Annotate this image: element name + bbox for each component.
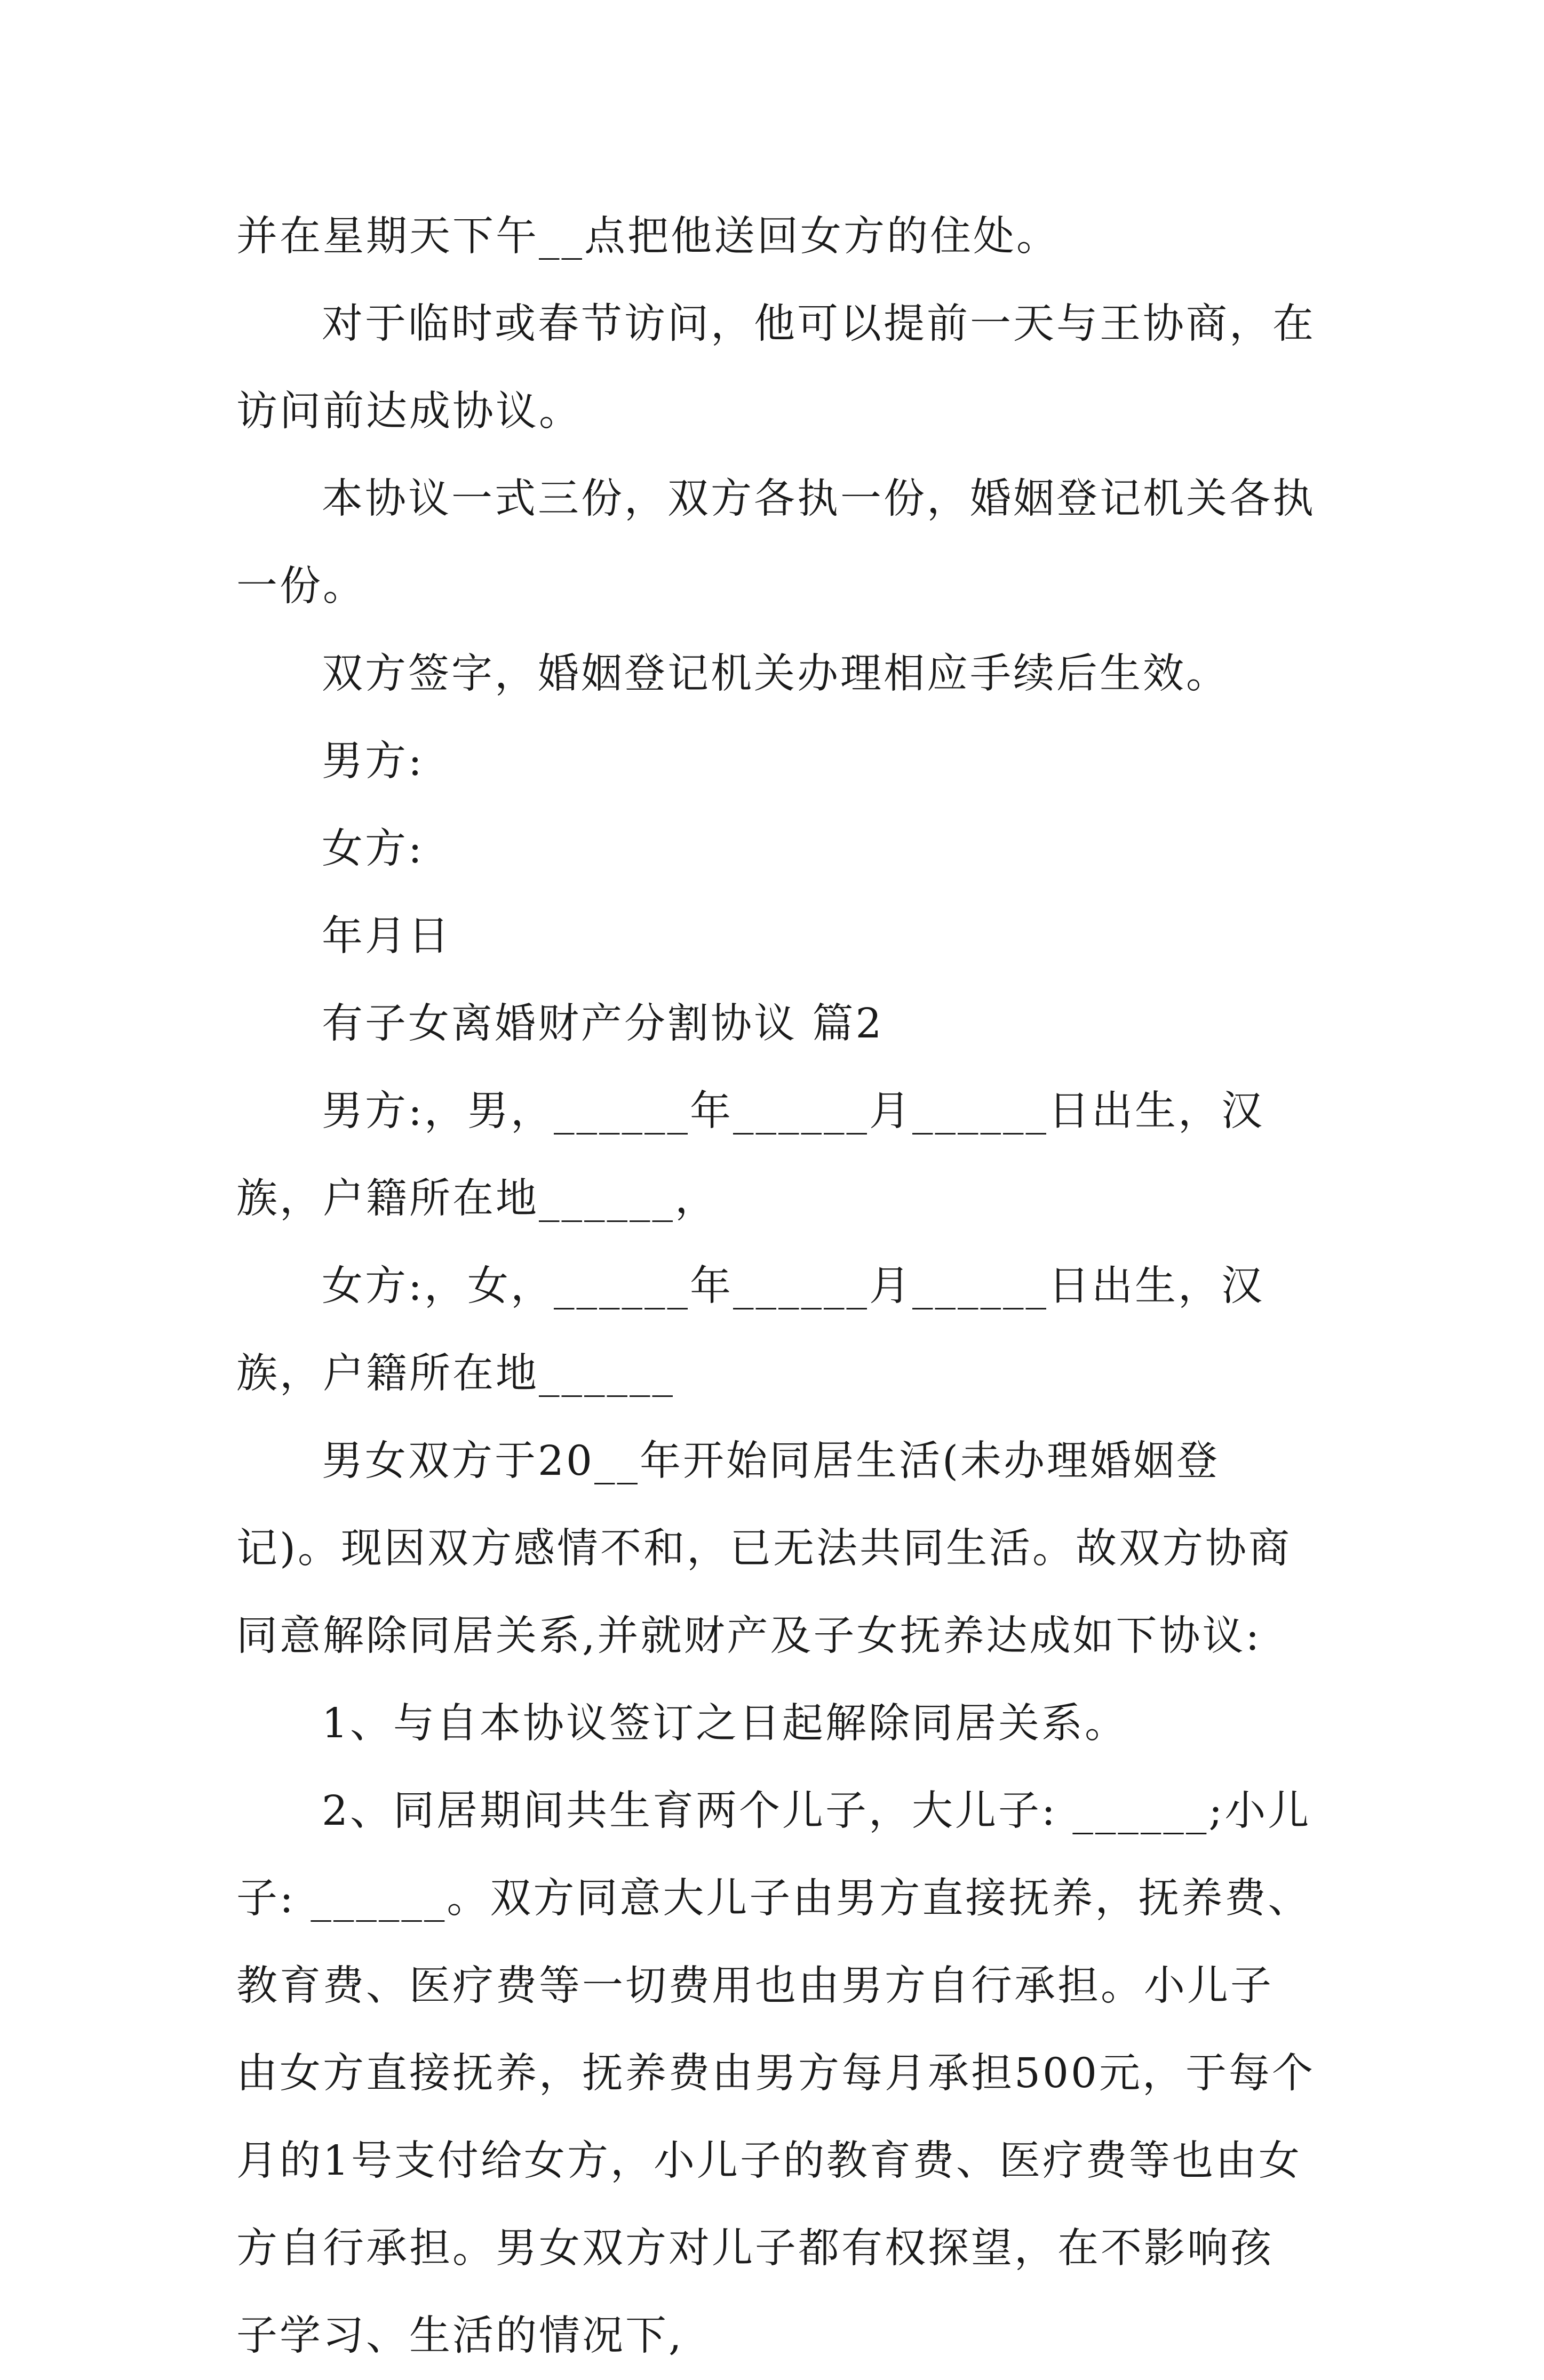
signature-line-female: 女方: (322, 825, 424, 873)
paragraph: 并在星期天下午__点把他送回女方的住处。 (236, 213, 1060, 260)
paragraph: 双方签字，婚姻登记机关办理相应手续后生效。 (322, 650, 1229, 698)
signature-line-male: 男方: (322, 738, 424, 785)
paragraph: 本协议一式三份，双方各执一份，婚姻登记机关各执一份。 (236, 475, 1316, 610)
date-line: 年月日 (322, 913, 451, 960)
paragraph: 2、同居期间共生育两个儿子，大儿子: ______;小儿子: ______。双方同意大儿子由男方直接抚养，抚养费、教育费、医疗费等一切费用也由男方自行承担。小儿子由女方直接抚养，抚养费由男方每月承担500元，于每个月的1号支付给女方，小儿子的教育费、医疗费等也由女方自行承担。男女双方对儿子都有权探望，在不影响孩子学习、生活的情况下, (236, 1787, 1315, 2360)
paragraph: 男女双方于20__年开始同居生活(未办理婚姻登记)。现因双方感情不和，已无法共同生活。故双方协商同意解除同居关系,并就财产及子女抚养达成如下协议: (236, 1437, 1292, 1660)
document-body (236, 193, 1316, 2380)
paragraph: 对于临时或春节访问，他可以提前一天与王协商，在访问前达成协议。 (236, 300, 1316, 435)
section-title: 有子女离婚财产分割协议 篇2 (322, 1000, 884, 1048)
paragraph: 女方:，女，______年______月______日出生，汉族，户籍所在地______ (236, 1263, 1264, 1397)
paragraph: 1、与自本协议签订之日起解除同居关系。 (322, 1700, 1128, 1747)
paragraph: 男方:，男，______年______月______日出生，汉族，户籍所在地______， (236, 1088, 1264, 1223)
